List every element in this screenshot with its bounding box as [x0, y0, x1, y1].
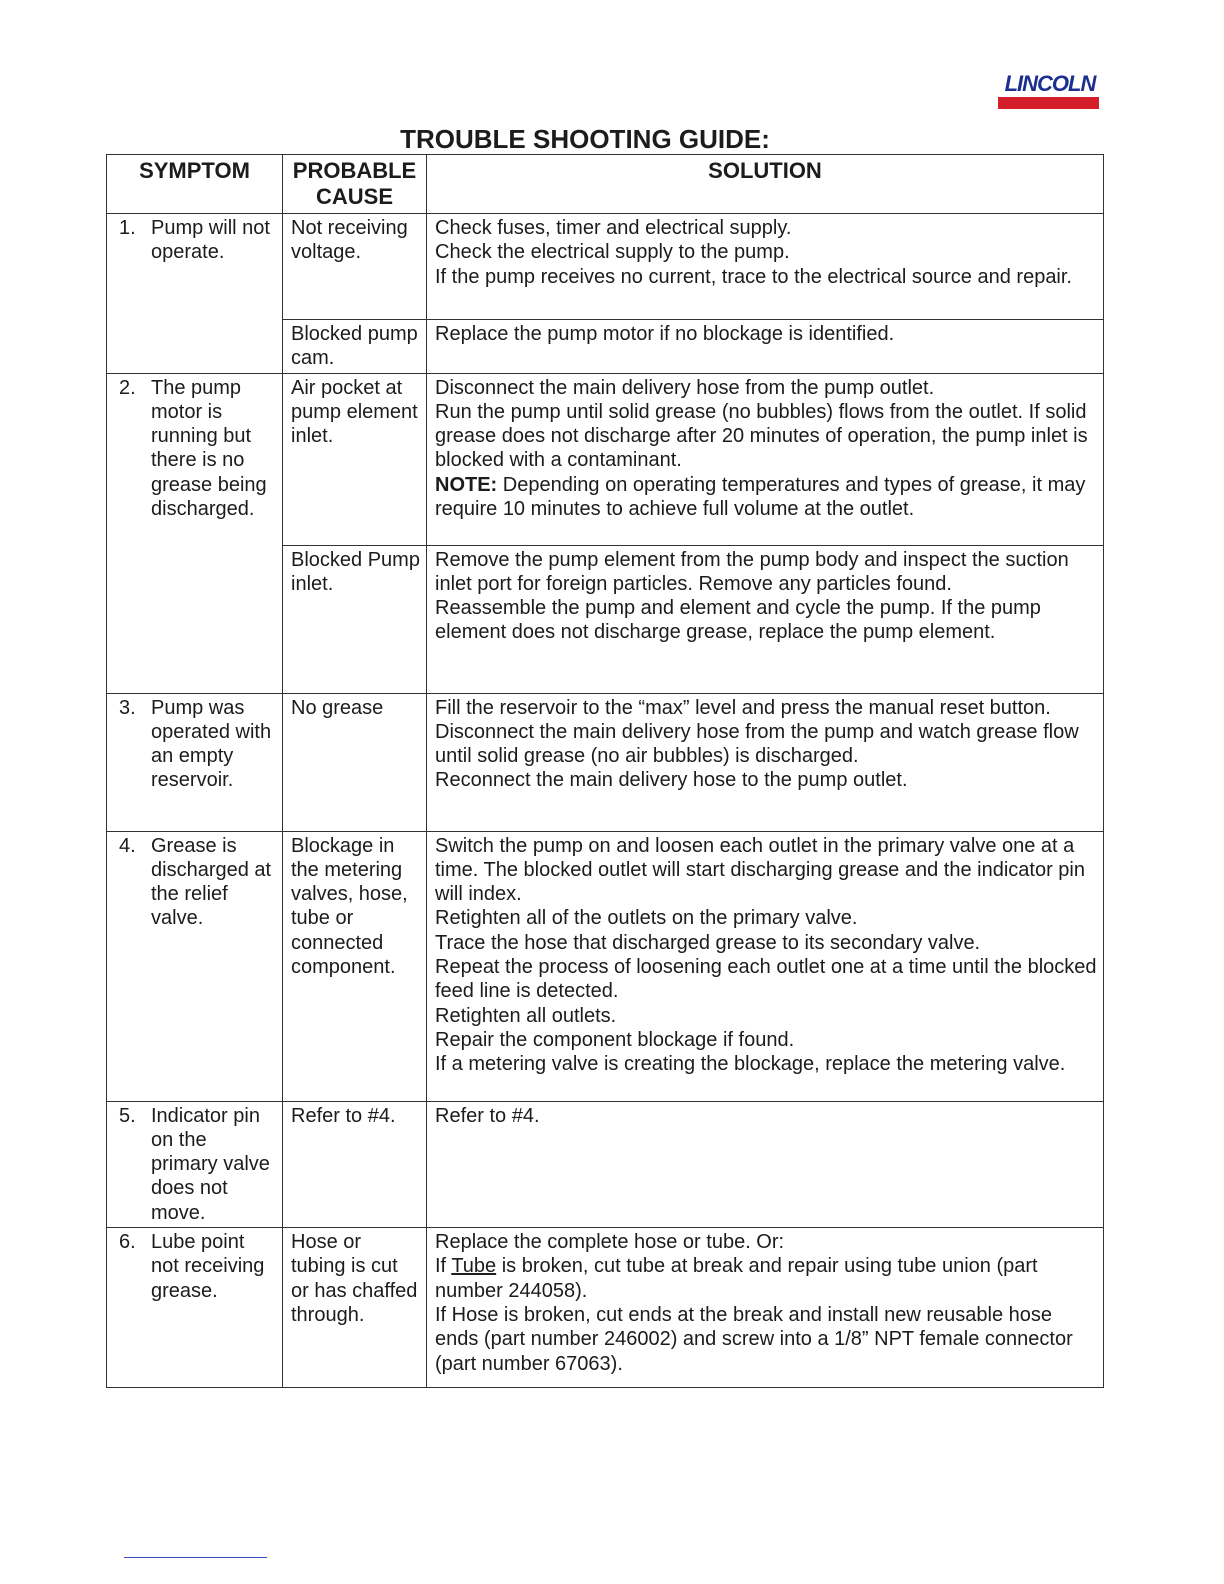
- cause-cell: Air pocket at pump element inlet.: [283, 373, 427, 545]
- cause-cell: Refer to #4.: [283, 1101, 427, 1227]
- solution-line: If a metering valve is creating the blockage, replace the metering valve.: [435, 1053, 1066, 1076]
- symptom-number: 2.: [119, 376, 136, 399]
- solution-line: Trace the hose that discharged grease to its secondary valve.: [435, 931, 981, 954]
- solution-text-segment: If: [435, 1255, 452, 1278]
- symptom-text: Pump will not operate.: [151, 217, 270, 264]
- symptom-cell: [107, 1228, 283, 1388]
- header-probable-cause: PROBABLE CAUSE: [283, 155, 427, 214]
- underlined-word: Tube: [451, 1255, 497, 1278]
- solution-cell: [427, 1101, 1104, 1227]
- solution-cell: [427, 693, 1104, 831]
- table-header-row: [107, 155, 1104, 214]
- solution-text-segment: is broken, cut tube at break and repair using tube union (part number 244058).: [435, 1255, 1038, 1302]
- cause-cell: Blocked pump cam.: [283, 320, 427, 374]
- solution-line: Refer to #4.: [435, 1104, 540, 1127]
- page-title: TROUBLE SHOOTING GUIDE:: [400, 124, 770, 154]
- cause-cell: Not receiving voltage.: [283, 214, 427, 320]
- symptom-number: 6.: [119, 1231, 136, 1254]
- table-row: [107, 373, 1104, 545]
- table-row: [107, 693, 1104, 831]
- table-row: [107, 1228, 1104, 1388]
- solution-line: If the pump receives no current, trace to the electrical source and repair.: [435, 265, 1072, 288]
- solution-line: Retighten all outlets.: [435, 1004, 617, 1027]
- solution-line: Check fuses, timer and electrical supply.: [435, 217, 792, 239]
- lincoln-logo: [996, 72, 1104, 112]
- solution-line: Repeat the process of loosening each outlet one at a time until the blocked feed line is detected.: [435, 956, 1097, 1003]
- symptom-number: 1.: [119, 217, 136, 239]
- symptom-text: Indicator pin on the primary valve does not move.: [151, 1104, 270, 1224]
- symptom-text: Grease is discharged at the relief valve.: [151, 834, 272, 930]
- symptom-number: 5.: [119, 1104, 136, 1127]
- solution-cell: [427, 320, 1104, 374]
- symptom-number: 4.: [119, 834, 136, 857]
- symptom-cell: [107, 373, 283, 693]
- cause-cell: Hose or tubing is cut or has chaffed through.: [283, 1228, 427, 1388]
- solution-cell: [427, 214, 1104, 320]
- cause-cell: Blockage in the metering valves, hose, tube or connected component.: [283, 831, 427, 1101]
- solution-cell: [427, 373, 1104, 545]
- symptom-cell: [107, 214, 283, 374]
- solution-cell: [427, 831, 1104, 1101]
- solution-line: Replace the pump motor if no blockage is identified.: [435, 323, 895, 345]
- solution-line: Remove the pump element from the pump body and inspect the suction inlet port for foreign particles. Remove any particles found.: [435, 548, 1069, 595]
- troubleshooting-table: [106, 154, 1104, 1388]
- solution-line: Repair the component blockage if found.: [435, 1028, 795, 1051]
- note-label: NOTE:: [435, 473, 498, 496]
- symptom-cell: [107, 693, 283, 831]
- solution-note: [435, 473, 1097, 522]
- solution-line: Replace the complete hose or tube. Or:: [435, 1231, 785, 1254]
- symptom-text: Lube point not receiving grease.: [151, 1231, 265, 1302]
- logo-text: LINCOLN: [1004, 71, 1096, 96]
- solution-cell: [427, 545, 1104, 693]
- solution-cell: [427, 1228, 1104, 1388]
- symptom-cell: [107, 1101, 283, 1227]
- note-text: Depending on operating temperatures and types of grease, it may require 10 minutes to achieve full volume at the outlet.: [435, 473, 1086, 521]
- solution-line: Run the pump until solid grease (no bubbles) flows from the outlet. If solid grease does not discharge after 20 minutes of operation, the pump inlet is blocked with a contaminant.: [435, 400, 1088, 472]
- symptom-text: Pump was operated with an empty reservoir.: [151, 696, 272, 792]
- header-symptom: SYMPTOM: [107, 155, 283, 214]
- header-solution: SOLUTION: [427, 155, 1104, 214]
- solution-line: [435, 1254, 1097, 1303]
- solution-line: Reconnect the main delivery hose to the pump outlet.: [435, 769, 908, 792]
- footer-rule: [124, 1557, 267, 1558]
- solution-line: Fill the reservoir to the “max” level and press the manual reset button.: [435, 696, 1051, 719]
- solution-line: Retighten all of the outlets on the primary valve.: [435, 907, 858, 930]
- solution-line: Disconnect the main delivery hose from the pump outlet.: [435, 376, 935, 399]
- solution-line: Disconnect the main delivery hose from the pump and watch grease flow until solid grease (no air bubbles) is discharged.: [435, 720, 1079, 768]
- symptom-number: 3.: [119, 696, 136, 719]
- symptom-text: The pump motor is running but there is no grease being discharged.: [151, 376, 267, 521]
- solution-line: Reassemble the pump and element and cycle the pump. If the pump element does not discharge grease, replace the pump element.: [435, 597, 1041, 644]
- solution-line: Check the electrical supply to the pump.: [435, 241, 790, 264]
- table-row: [107, 214, 1104, 320]
- table-row: [107, 1101, 1104, 1227]
- solution-line: Switch the pump on and loosen each outlet in the primary valve one at a time. The blocked outlet will start discharging grease and the indicator pin will index.: [435, 834, 1085, 906]
- cause-cell: No grease: [283, 693, 427, 831]
- symptom-cell: [107, 831, 283, 1101]
- cause-cell: Blocked Pump inlet.: [283, 545, 427, 693]
- table-row: [107, 831, 1104, 1101]
- solution-line: If Hose is broken, cut ends at the break and install new reusable hose ends (part number 246002) and screw into a 1/8” NPT female connector (part number 67063).: [435, 1303, 1073, 1375]
- logo-red-bar: [998, 97, 1099, 109]
